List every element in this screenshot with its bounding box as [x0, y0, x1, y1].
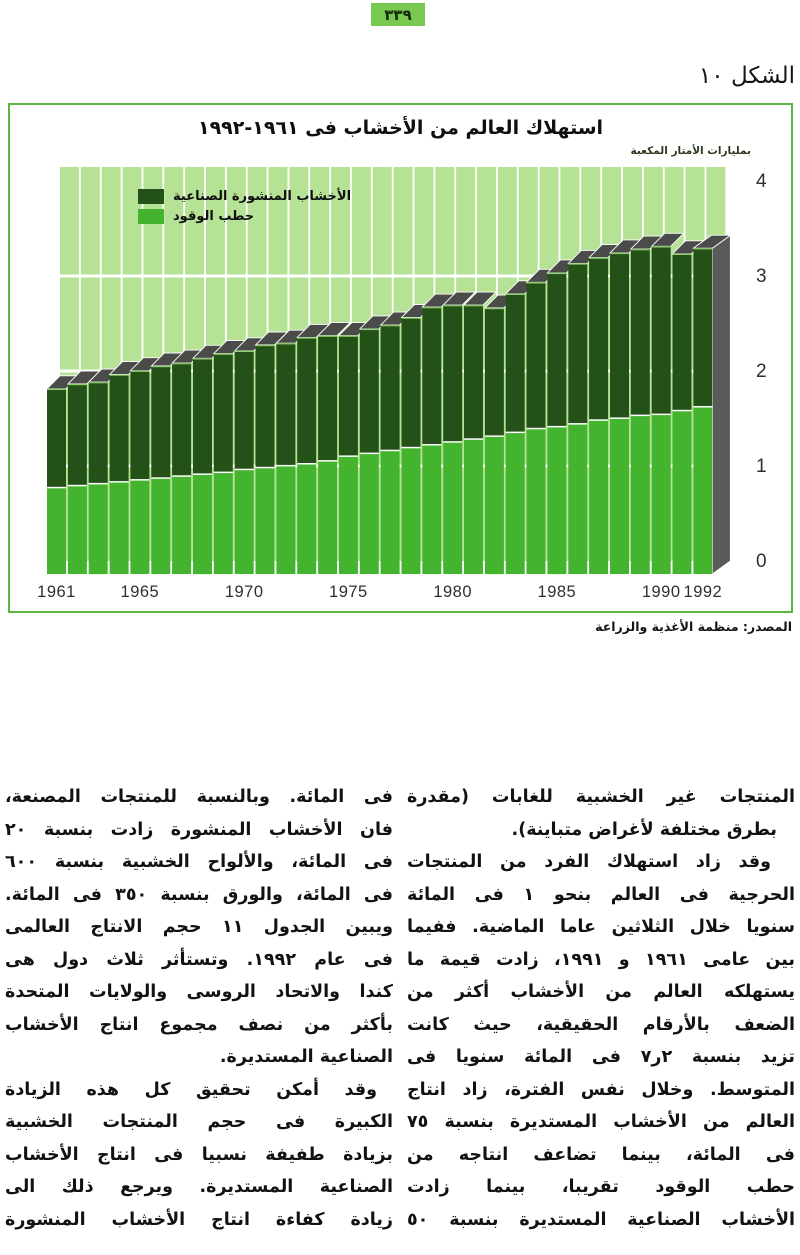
y-tick-label: 1 [756, 456, 767, 477]
bar-segment-fuelwood [506, 432, 525, 574]
segment-divider [443, 441, 462, 443]
segment-divider [631, 415, 650, 417]
text-column-right [407, 781, 795, 1236]
text-line: فى عام ١٩٩٢. وتستأثر ثلاث دول هى [5, 949, 393, 970]
bar-top-edge [381, 325, 400, 326]
chart-plot-area [10, 105, 791, 611]
bar-segment-industrial [339, 336, 358, 457]
bar-segment-industrial [360, 329, 379, 454]
bar-segment-fuelwood [568, 424, 587, 574]
text-line: كندا والاتحاد الروسى والولايات المتحدة [5, 982, 393, 1002]
bar-top-edge [631, 249, 650, 250]
bar-segment-fuelwood [89, 484, 108, 574]
bar-top-edge [235, 351, 254, 352]
bar-segment-fuelwood [172, 476, 191, 574]
segment-divider [610, 417, 629, 419]
segment-divider [235, 469, 254, 471]
segment-divider [130, 479, 149, 481]
x-tick-label: 1965 [120, 583, 160, 601]
legend-item-fuelwood [138, 209, 351, 224]
bar-segment-fuelwood [360, 453, 379, 574]
text-line: العالم من الأخشاب المستديرة بنسبة ٧٥ [407, 1112, 795, 1132]
bar-segment-industrial [68, 384, 87, 486]
x-tick-label: 1980 [433, 583, 473, 601]
y-tick-label: 4 [756, 171, 767, 192]
text-line: الصناعية المستديرة. ويرجع ذلك الى [5, 1177, 393, 1197]
text-line: فى المائة، والورق بنسبة ٣٥٠ فى المائة. [5, 884, 393, 905]
bar-top-edge [360, 329, 379, 330]
text-line: الضعف بالأرقام الحقيقية، حيث كانت [407, 1014, 795, 1035]
y-tick-label: 3 [756, 266, 767, 287]
segment-divider [151, 477, 170, 479]
chart-source: المصدر: منظمة الأغذية والزراعة [595, 619, 792, 634]
text-line: الكبيرة فى حجم المنتجات الخشبية [5, 1112, 393, 1132]
segment-divider [214, 472, 233, 474]
bar-segment-industrial [673, 254, 692, 411]
bar-segment-industrial [214, 354, 233, 473]
bar-top-edge [506, 294, 525, 295]
bar-segment-fuelwood [297, 464, 316, 574]
bar-top-edge [68, 384, 87, 385]
bar-segment-fuelwood [276, 466, 295, 574]
bar-top-edge [193, 358, 212, 359]
bar-segment-fuelwood [631, 415, 650, 574]
text-line: زيادة كفاءة انتاج الأخشاب المنشورة [5, 1209, 393, 1230]
bar-segment-industrial [506, 294, 525, 433]
bar-segment-industrial [547, 273, 566, 427]
bar-segment-fuelwood [652, 414, 671, 574]
bar-segment-fuelwood [68, 486, 87, 574]
text-column-left [5, 781, 393, 1236]
bar-segment-industrial [172, 363, 191, 476]
segment-divider [673, 410, 692, 412]
bar-segment-industrial [464, 305, 483, 439]
text-line: وقد زاد استهلاك الفرد من المنتجات [407, 852, 771, 872]
bar-top-edge [527, 282, 546, 283]
segment-divider [464, 438, 483, 440]
segment-divider [297, 463, 316, 465]
text-line: حطب الوقود تقريبا، بينما زادت [407, 1177, 795, 1197]
bar-segment-fuelwood [47, 488, 66, 574]
bar-top-edge [589, 258, 608, 259]
bar-top-edge [485, 308, 504, 309]
segment-divider [527, 428, 546, 430]
segment-divider [47, 487, 66, 489]
bar-segment-industrial [485, 308, 504, 436]
text-line: الأخشاب الصناعية المستديرة بنسبة ٥٠ [407, 1209, 795, 1230]
bar-segment-fuelwood [256, 468, 275, 574]
industrial-sawnwood-swatch [138, 189, 164, 204]
bar-segment-industrial [610, 253, 629, 418]
bar-segment-fuelwood [422, 445, 441, 574]
text-line: الحرجية فى العالم بنحو ١ فى المائة [407, 884, 795, 905]
bar-segment-fuelwood [381, 451, 400, 575]
page-number-badge: ٣٣٩ [371, 3, 425, 26]
segment-divider [381, 450, 400, 452]
bar-segment-fuelwood [193, 474, 212, 574]
segment-divider [485, 435, 504, 437]
bar-top-edge [276, 343, 295, 344]
segment-divider [256, 467, 275, 469]
segment-divider [172, 475, 191, 477]
chart-title: استهلاك العالم من الأخشاب فى ١٩٦١-١٩٩٢ [197, 117, 604, 139]
text-line: بأكثر من نصف مجموع انتاج الأخشاب [5, 1014, 393, 1035]
bar-segment-fuelwood [547, 427, 566, 574]
x-tick-label: 1985 [537, 583, 577, 601]
bar-top-edge [172, 363, 191, 364]
bar-top-edge [464, 305, 483, 306]
segment-divider [360, 453, 379, 455]
bar-segment-industrial [589, 258, 608, 421]
bar-segment-industrial [568, 263, 587, 424]
fuelwood-swatch [138, 209, 164, 224]
bar-segment-fuelwood [610, 418, 629, 574]
bar-top-edge [318, 336, 337, 337]
text-line: يستهلكه العالم من الأخشاب أكثر من [407, 982, 795, 1002]
text-line: بطرق مختلفة لأغراض متباينة). [511, 819, 777, 840]
legend-item-industrial [138, 189, 351, 204]
bar-top-edge [402, 318, 421, 319]
bar-top-edge [47, 389, 66, 390]
bar-segment-industrial [235, 351, 254, 470]
bar-top-edge [422, 307, 441, 308]
bar-segment-industrial [130, 371, 149, 480]
x-tick-label: 1970 [224, 583, 264, 601]
segment-divider [568, 423, 587, 425]
y-tick-label: 2 [756, 361, 767, 382]
text-line: فى المائة. وبالنسبة للمنتجات المصنعة، [5, 787, 393, 807]
bar-segment-fuelwood [485, 436, 504, 574]
bar-segment-industrial [631, 249, 650, 415]
segment-divider [402, 447, 421, 449]
y-tick-label: 0 [756, 551, 767, 572]
bar-segment-industrial [47, 389, 66, 488]
legend-label: حطب الوقود [173, 209, 255, 224]
segment-divider [318, 460, 337, 462]
bar-top-edge [89, 382, 108, 383]
bar-segment-industrial [422, 307, 441, 445]
bar-top-edge [652, 246, 671, 247]
bar-top-edge [693, 248, 712, 249]
bar-segment-industrial [402, 318, 421, 448]
bar-segment-fuelwood [151, 478, 170, 574]
segment-divider [276, 465, 295, 467]
bar-segment-industrial [276, 343, 295, 466]
segment-divider [693, 406, 712, 408]
bar-segment-industrial [381, 325, 400, 450]
bar-segment-fuelwood [402, 448, 421, 574]
bar-segment-industrial [151, 366, 170, 478]
bar-segment-industrial [693, 248, 712, 407]
segment-divider [68, 485, 87, 487]
text-line: سنويا خلال الثلاثين عاما الماضية. ففيما [407, 917, 795, 937]
bar-segment-fuelwood [673, 411, 692, 574]
x-tick-label: 1961 [37, 583, 76, 601]
text-line: المتوسط. وخلال نفس الفترة، زاد انتاج [407, 1079, 795, 1100]
bar-top-edge [547, 273, 566, 274]
bar-segment-industrial [256, 345, 275, 468]
wood-consumption-chart [8, 103, 793, 613]
bar-segment-industrial [652, 246, 671, 414]
segment-divider [339, 455, 358, 457]
bar-segment-industrial [110, 375, 129, 482]
bar-segment-fuelwood [693, 407, 712, 574]
segment-divider [506, 432, 525, 434]
segment-divider [422, 444, 441, 446]
text-line: فان الأخشاب المنشورة زادت بنسبة ٢٠ [5, 819, 393, 840]
legend-label: الأخشاب المنشورة الصناعية [173, 189, 352, 204]
bar-segment-fuelwood [110, 482, 129, 574]
segment-divider [89, 483, 108, 485]
text-line: الصناعية المستديرة. [219, 1047, 393, 1067]
bar-segment-fuelwood [464, 439, 483, 574]
text-line: ويبين الجدول ١١ حجم الانتاج العالمى [5, 917, 393, 937]
bar-side-face [712, 235, 730, 574]
bar-top-edge [256, 345, 275, 346]
chart-legend [138, 189, 351, 229]
bar-top-edge [151, 366, 170, 367]
text-line: بزيادة طفيفة نسبيا فى انتاج الأخشاب [5, 1144, 393, 1165]
text-line: بين عامى ١٩٦١ و ١٩٩١، زادت قيمة ما [407, 949, 795, 970]
bar-segment-fuelwood [214, 472, 233, 574]
text-line: فى المائة، والألواح الخشبية بنسبة ٦٠٠ [5, 852, 393, 872]
text-line: تزيد بنسبة ٢ر٧ فى المائة سنويا فى [407, 1047, 795, 1067]
bar-segment-fuelwood [443, 442, 462, 574]
bar-top-edge [339, 336, 358, 337]
bar-segment-fuelwood [527, 429, 546, 574]
y-axis-unit-label: بمليارات الأمتار المكعبة [630, 145, 751, 157]
x-tick-label: 1990 [641, 583, 681, 601]
text-line: فى المائة، بينما تضاعف انتاجه من [407, 1144, 795, 1165]
bar-top-edge [673, 254, 692, 255]
bar-segment-industrial [193, 358, 212, 474]
segment-divider [589, 419, 608, 421]
bar-top-edge [214, 354, 233, 355]
segment-divider [547, 426, 566, 428]
bar-segment-fuelwood [339, 456, 358, 574]
bar-top-edge [130, 371, 149, 372]
text-line: وقد أمكن تحقيق كل هذه الزيادة [5, 1079, 377, 1100]
bar-top-edge [110, 375, 129, 376]
bar-segment-fuelwood [130, 480, 149, 574]
bar-segment-industrial [297, 337, 316, 463]
figure-label: الشكل ١٠ [698, 63, 795, 89]
bar-segment-industrial [318, 336, 337, 461]
bar-segment-industrial [443, 305, 462, 442]
text-line: المنتجات غير الخشبية للغابات (مقدرة [407, 787, 795, 807]
segment-divider [652, 414, 671, 416]
segment-divider [193, 473, 212, 475]
bar-top-edge [443, 305, 462, 306]
x-tick-label: 1992 [683, 583, 723, 601]
bar-segment-fuelwood [318, 461, 337, 574]
bar-segment-fuelwood [589, 420, 608, 574]
x-tick-label: 1975 [329, 583, 368, 601]
bar-segment-fuelwood [235, 470, 254, 575]
bar-segment-industrial [527, 282, 546, 428]
bar-top-edge [568, 263, 587, 264]
bar-top-edge [297, 337, 316, 338]
bar-segment-industrial [89, 382, 108, 484]
segment-divider [110, 481, 129, 483]
bar-top-edge [610, 253, 629, 254]
